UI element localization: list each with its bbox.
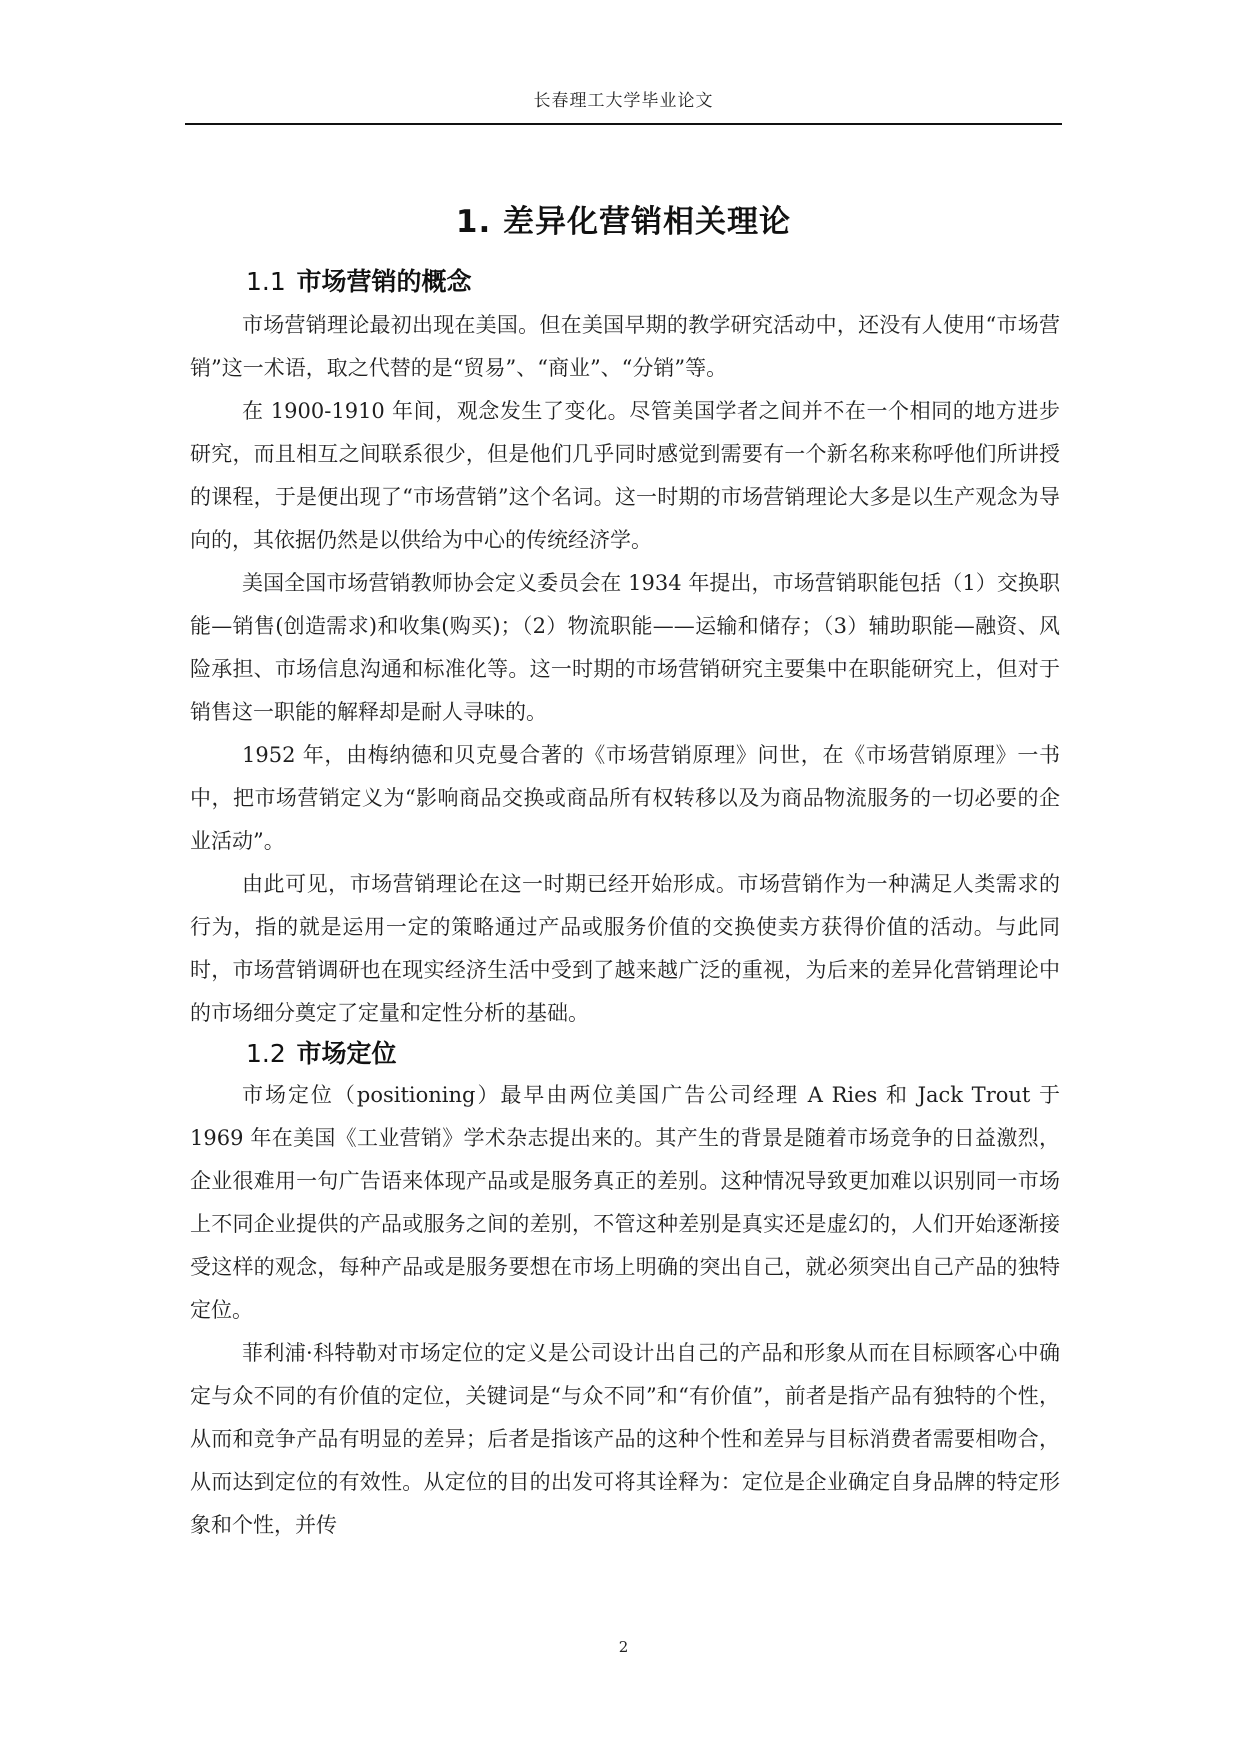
page-number: 2 — [618, 1638, 629, 1656]
paragraph: 市场营销理论最初出现在美国。但在美国早期的教学研究活动中，还没有人使用“市场营销”这一术语，取之代替的是“贸易”、“商业”、“分销”等。 — [190, 313, 1060, 380]
paragraph: 由此可见，市场营销理论在这一时期已经开始形成。市场营销作为一种满足人类需求的行为，指的就是运用一定的策略通过产品或服务价值的交换使卖方获得价值的活动。与此同时，市场营销调研也在现实经济生活中受到了越来越广泛的重视，为后来的差异化营销理论中的市场细分奠定了定量和定性分析的基础。 — [190, 872, 1060, 1025]
header-rule — [185, 123, 1062, 125]
section-heading-1-1 — [246, 262, 472, 298]
paragraph: 美国全国市场营销教师协会定义委员会在 1934 年提出，市场营销职能包括（1）交换职能—销售(创造需求)和收集(购买)；（2）物流职能——运输和储存；（3）辅助职能—融资、风险承担、市场信息沟通和标准化等。这一时期的市场营销研究主要集中在职能研究上，但对于销售这一职能的解释却是耐人寻味的。 — [190, 571, 1060, 724]
section-title-text: 市场营销的概念 — [296, 267, 472, 296]
paragraph: 市场定位（positioning）最早由两位美国广告公司经理 A Ries 和 Jack Trout 于 1969 年在美国《工业营销》学术杂志提出来的。其产生的背景是随着市场竞争的日益激烈，企业很难用一句广告语来体现产品或是服务真正的差别。这种情况导致更加难以识别同一市场上不同企业提供的产品或服务之间的差别，不管这种差别是真实还是虚幻的，人们开始逐渐接受这样的观念，每种产品或是服务要想在市场上明确的突出自己，就必须突出自己产品的独特定位。 — [190, 1083, 1060, 1322]
paragraph: 1952 年，由梅纳德和贝克曼合著的《市场营销原理》问世，在《市场营销原理》一书中，把市场营销定义为“影响商品交换或商品所有权转移以及为商品物流服务的一切必要的企业活动”。 — [190, 743, 1060, 853]
chapter-title: 1. 差异化营销相关理论 — [455, 204, 792, 240]
section-heading-1-2 — [246, 1034, 397, 1070]
section-number: 1.2 — [246, 1039, 286, 1068]
paragraph: 在 1900-1910 年间，观念发生了变化。尽管美国学者之间并不在一个相同的地方进步研究，而且相互之间联系很少，但是他们几乎同时感觉到需要有一个新名称来称呼他们所讲授的课程，于是便出现了“市场营销”这个名词。这一时期的市场营销理论大多是以生产观念为导向的，其依据仍然是以供给为中心的传统经济学。 — [190, 399, 1060, 552]
running-header: 长春理工大学毕业论文 — [533, 91, 714, 111]
paragraph: 菲利浦·科特勒对市场定位的定义是公司设计出自己的产品和形象从而在目标顾客心中确定与众不同的有价值的定位，关键词是“与众不同”和“有价值”，前者是指产品有独特的个性，从而和竞争产品有明显的差异；后者是指该产品的这种个性和差异与目标消费者需要相吻合，从而达到定位的有效性。从定位的目的出发可将其诠释为：定位是企业确定自身品牌的特定形象和个性，并传 — [190, 1341, 1060, 1537]
section-title-text: 市场定位 — [296, 1039, 397, 1068]
section-number: 1.1 — [246, 267, 286, 296]
